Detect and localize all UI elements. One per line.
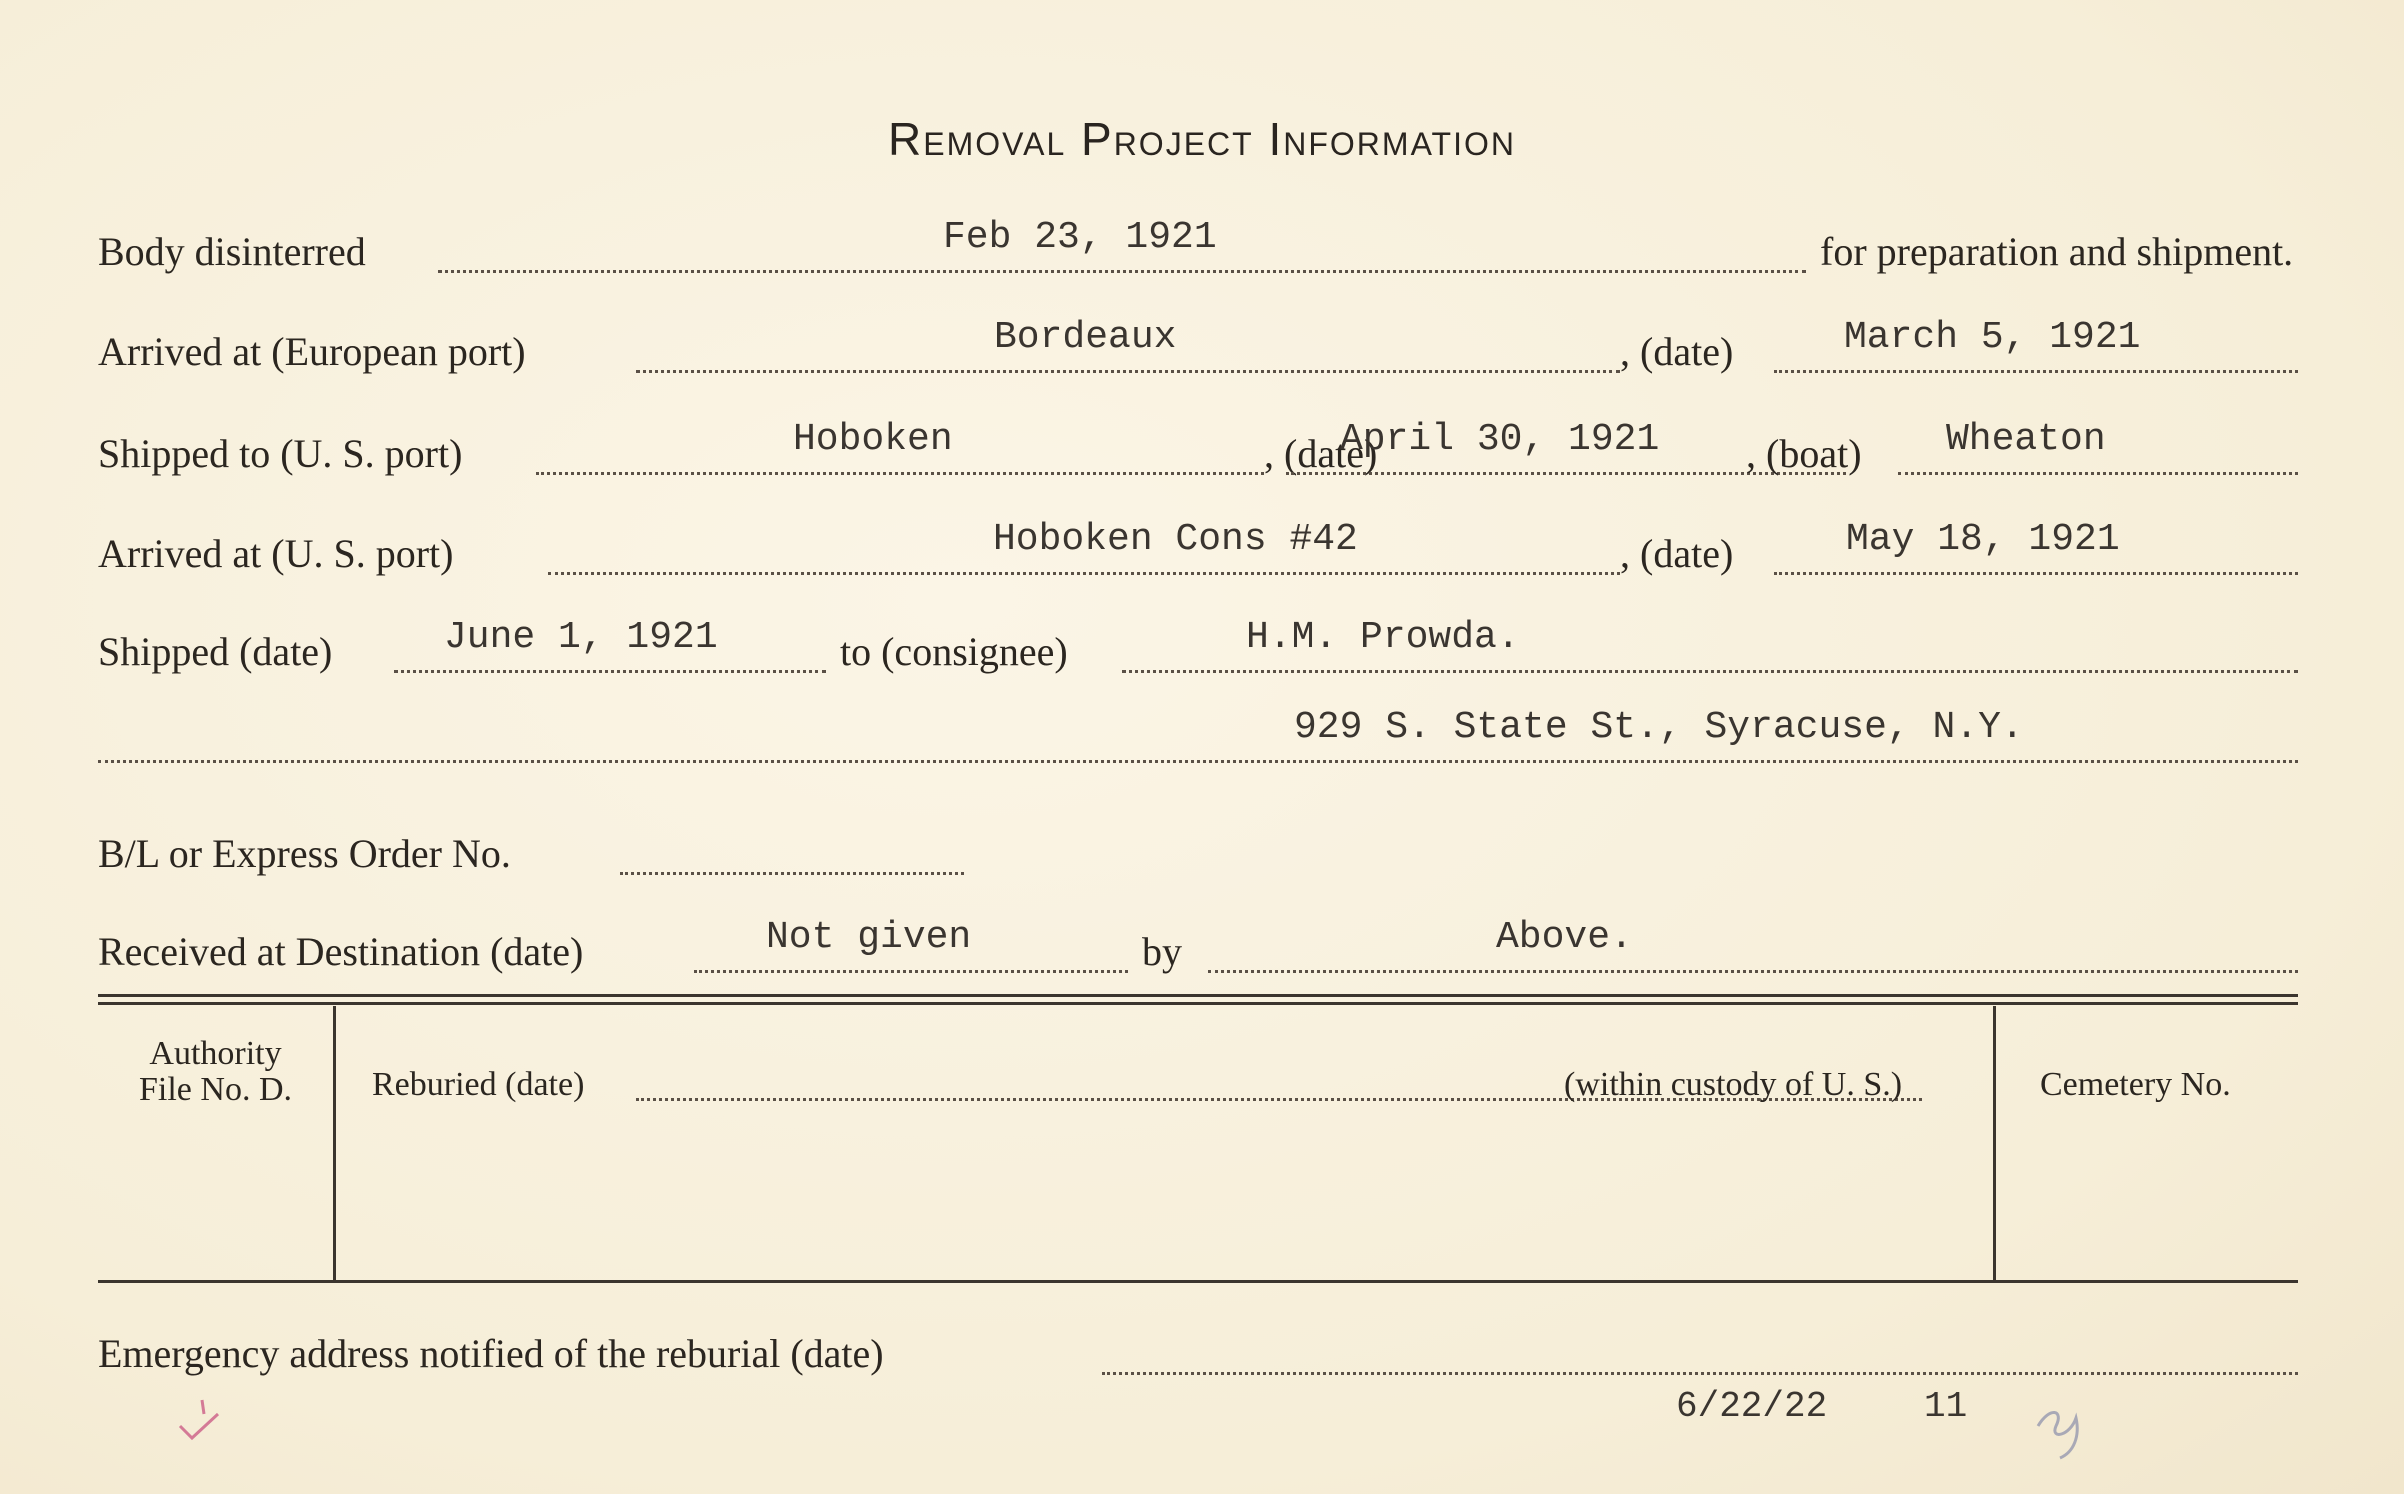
- field-line: [636, 370, 1620, 373]
- label-emergency-address: Emergency address notified of the reburial (date): [98, 1331, 884, 1376]
- box-divider-left: [333, 1006, 336, 1280]
- value-european-port-date: March 5, 1921: [1844, 316, 2141, 359]
- label-date: , (date): [1620, 329, 1734, 374]
- row-arrived-us: [98, 518, 2298, 590]
- label-bl-order: B/L or Express Order No.: [98, 831, 511, 876]
- label-preparation-suffix: for preparation and shipment.: [1820, 229, 2294, 274]
- field-line: [1774, 572, 2298, 575]
- row-disinterred: [98, 216, 2298, 288]
- value-shipped-date: June 1, 1921: [444, 616, 718, 659]
- label-reburied-date: Reburied (date): [372, 1066, 585, 1103]
- authority-label-line1: Authority: [149, 1035, 282, 1072]
- field-line: [548, 572, 1620, 575]
- field-line: [1102, 1372, 2298, 1375]
- pink-check-mark: [172, 1392, 232, 1452]
- value-consignee-address: 929 S. State St., Syracuse, N.Y.: [1294, 706, 2024, 749]
- label-arrived-us-port: Arrived at (U. S. port): [98, 531, 454, 576]
- row-shipped-us: [98, 418, 2298, 490]
- row-emergency: [98, 1330, 2298, 1390]
- value-shipped-us-date: April 30, 1921: [1340, 418, 1660, 461]
- label-boat: , (boat): [1746, 431, 1862, 476]
- row-shipped: [98, 616, 2298, 688]
- field-line: [536, 472, 1264, 475]
- box-top-rule: [98, 994, 2298, 997]
- label-european-port: Arrived at (European port): [98, 329, 526, 374]
- authority-label: [98, 1036, 333, 1108]
- row-address: [98, 706, 2298, 778]
- value-european-port: Bordeaux: [994, 316, 1177, 359]
- label-cemetery-no: Cemetery No.: [2040, 1066, 2231, 1103]
- label-shipped-date: Shipped (date): [98, 629, 333, 674]
- field-line: [98, 760, 2298, 763]
- label-shipped-us-port: Shipped to (U. S. port): [98, 431, 463, 476]
- value-arrived-us-port: Hoboken Cons #42: [993, 518, 1358, 561]
- box-divider-right: [1993, 1006, 1996, 1280]
- value-arrived-us-date: May 18, 1921: [1846, 518, 2120, 561]
- row-bl: [98, 830, 2298, 890]
- label-date: , (date): [1620, 531, 1734, 576]
- value-shipped-us-port: Hoboken: [793, 418, 953, 461]
- field-line: [620, 872, 964, 875]
- value-received-date: Not given: [766, 916, 972, 959]
- field-line: [1774, 370, 2298, 373]
- label-body-disinterred: Body disinterred: [98, 229, 366, 274]
- value-disinterred-date: Feb 23, 1921: [943, 216, 1217, 259]
- card-title: Removal Project Information: [888, 113, 1516, 165]
- row-european-port: [98, 316, 2298, 388]
- box-bottom-rule: [98, 1280, 2298, 1283]
- label-received-destination: Received at Destination (date): [98, 929, 584, 974]
- label-within-custody: (within custody of U. S.): [1564, 1066, 1903, 1103]
- footer-stamp-date: 6/22/22: [1676, 1386, 1828, 1427]
- field-line: [438, 270, 1806, 273]
- row-received: [98, 916, 2298, 988]
- value-boat: Wheaton: [1946, 418, 2106, 461]
- field-line: [1208, 970, 2298, 973]
- field-line: [694, 970, 1128, 973]
- footer-code: 11: [1924, 1386, 1968, 1427]
- value-consignee: H.M. Prowda.: [1246, 616, 1520, 659]
- field-line: [394, 670, 826, 673]
- value-received-by: Above.: [1496, 916, 1633, 959]
- label-date: , (date): [1264, 431, 1378, 476]
- label-consignee: to (consignee): [840, 629, 1068, 674]
- box-top-rule-double: [98, 1002, 2298, 1005]
- field-line: [1122, 670, 2298, 673]
- authority-label-line2: File No. D.: [139, 1071, 292, 1108]
- label-by: by: [1142, 929, 1182, 974]
- field-line: [1898, 472, 2298, 475]
- handwritten-initial-mark: [2030, 1396, 2100, 1466]
